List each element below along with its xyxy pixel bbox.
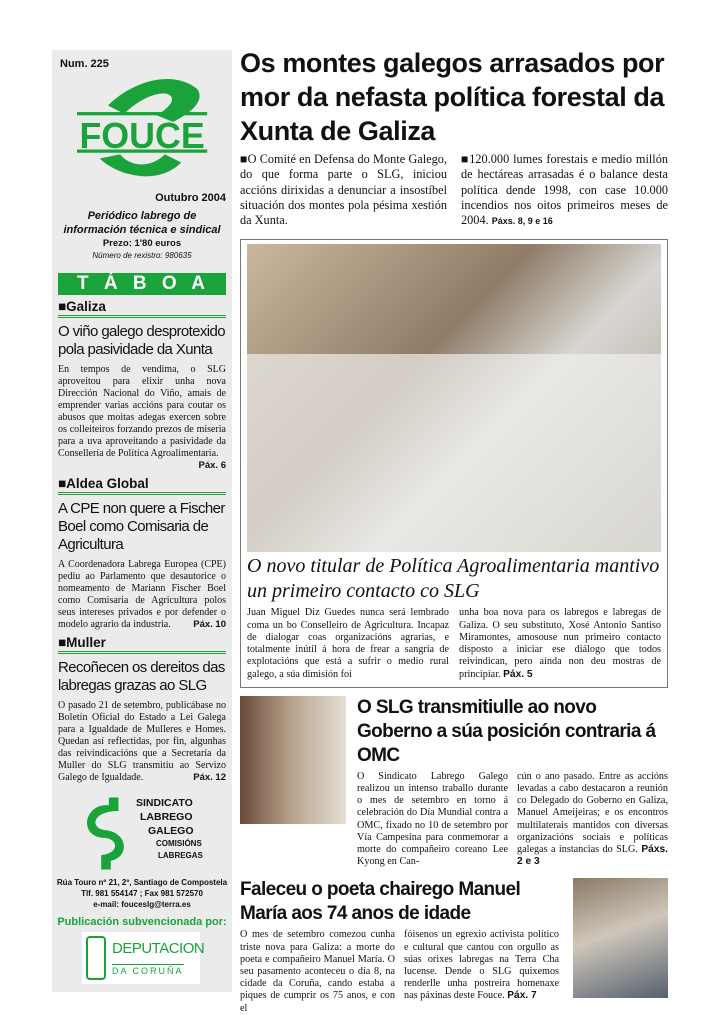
lead-column-1: ■O Comité en Defensa do Monte Galego, do que forma parte o SLG, iniciou accións dirixidas a denunciar a insostíbel situación dos montes pola pésima xestión da Xunta. <box>240 152 447 228</box>
toc-section-galiza[interactable]: ■Galiza O viño galego desprotexido pola pasividade da Xunta En tempos de vendima, o SLG aproveitou para elixir unha nova Dirección Nacional do Viño, amais de emprender varias accións para coutar os abusos que moitas adegas exercen sobre os colleiteiros forzando prezos de miseria para a uva aproveitando a pasividade da Consellería de Política Agroalimentaria. Páx. 6 <box>58 299 226 471</box>
page-ref: Páx. 12 <box>193 772 226 783</box>
obituary-column-2 <box>404 929 559 1014</box>
lead-column-2: ■120.000 lumes forestais e medio millón de hectáreas arrasadas é o balance desta política dende 1998, con case 10.000 incendios nos oitos primeiros meses de 2004. Páxs. 8, 9 e 16 <box>461 152 668 228</box>
feature-column-1: Juan Miguel Diz Guedes nunca será lembrado coma un bo Conselleiro de Agricultura. Incapaz de dialogar coas organizacións agrarias, e totalmente inútil á hora de frear a sangría de explotacións que está a sufrir o medio rural galego, a súa dimisión foi <box>247 607 449 680</box>
section-body: A Coordenadora Labrega Europea (CPE) pediu ao Parlamento que desautorice o nomeamento de Mariann Fischer Boel como Comisaria de Agricultura polos seus intereses privados e por defender o modelo agrario da industria. <box>58 559 226 630</box>
toc-sections <box>52 299 232 784</box>
fouce-logo <box>60 73 225 191</box>
tagline: Periódico labrego de información técnica e sindical <box>63 210 221 236</box>
poet-photo <box>573 878 668 998</box>
page-ref: Páx. 7 <box>507 990 537 1002</box>
main-column <box>240 46 668 1015</box>
lead-text-1: O Comité en Defensa do Monte Galego, do que forma parte o SLG, iniciou accións dirixidas a denunciar a insostíbel situación dos montes pola pésima xestión da Xunta. <box>240 152 447 228</box>
section-name: Galiza <box>66 299 106 314</box>
meeting-photo <box>247 244 661 552</box>
section-name: Aldea Global <box>66 476 149 491</box>
section-headline: O viño galego desprotexido pola pasividade da Xunta <box>58 323 226 358</box>
section-body: O pasado 21 de setembro, publicábase no Boletín Oficial do Estado a Lei Galega para a Igualdade de Mulleres e Homes. Quedan así reflectidas, por fin, algunhas das reivindicacións que a Secretaría da Muller do SLG transmitiu ao Servizo Galego de Igualdade. <box>58 700 226 783</box>
deputacion-logo <box>82 932 205 984</box>
feature-column-2 <box>459 607 661 680</box>
union-phone: Tlf. 981 554147 ; Fax 981 572570 <box>81 889 203 898</box>
omc-photo <box>240 696 346 824</box>
page-ref: Páxs. 2 e 3 <box>517 843 668 868</box>
lead-columns <box>240 152 668 229</box>
union-sub-1: COMISIÓNS <box>156 839 202 848</box>
obituary-headline[interactable]: Faleceu o poeta chairego Manuel María aos 74 anos de idade <box>240 879 521 925</box>
section-body: En tempos de vendima, o SLG aproveitou para elixir unha nova Dirección Nacional do Viño, amais de emprender varias accións para coutar os abusos que moitas adegas exercen sobre os colleiteiros forzando prezos de miseria para a uva aproveitando a pasividade da Consellería de Política Agroalimentaria. <box>58 364 226 459</box>
feature-headline[interactable]: O novo titular de Política Agroalimentaria mantivo un primeiro contacto co SLG <box>247 555 660 603</box>
section-name: Muller <box>66 635 106 650</box>
sponsor-sub: DA CORUÑA <box>112 966 184 976</box>
union-name-3: GALEGO <box>148 825 194 837</box>
omc-article <box>240 696 668 869</box>
obituary-text-2: fóisenos un egrexio activista político e cultural que cantou con orgullo as súas orixes labregas na Terra Cha lucense. Dende o SLG quixemos renderlle unha postreira homenaxe nas páxinas deste Fouce. <box>404 929 559 1002</box>
page-ref: Páx. 5 <box>503 668 533 680</box>
union-email[interactable]: e-mail: foucesIg@terra.es <box>93 900 191 909</box>
crown-emblem-icon <box>86 936 106 980</box>
feature-article <box>240 239 668 687</box>
svg-text:FOUCE: FOUCE <box>79 115 205 156</box>
union-name-1: SINDICATO <box>136 797 193 809</box>
omc-column-1: O Sindicato Labrego Galego realizou un intenso traballo durante o mes de setembro en torno á celebración do Día Mundial contra a OMC, fixado no 10 de setembro por Vía Campesina para conmemorar a morte do compañeiro coreano Lee Kyong en Can- <box>357 770 508 868</box>
union-address: Rúa Touro nº 21, 2º, Santiago de Compostela <box>56 878 228 887</box>
toc-title: T Á B O A <box>58 273 226 295</box>
omc-text-2: cún o ano pasado. Entre as accións levadas a cabo destacaron a reunión co Delegado do Goberno en Galiza, Manuel Ameijeiras; e os encontros multilaterais mantidos con diversas organizacións sociais e políticas galegas a instancias do SLG. <box>517 770 668 855</box>
issue-number: Num. 225 <box>60 58 109 70</box>
lead-text-2: 120.000 lumes forestais e medio millón de hectáreas arrasadas é o balance desta política dende 1998, con case 10.000 incendios nos oitos primeiros meses de 2004. <box>461 152 668 228</box>
registry-number: Número de rexistro: 980635 <box>92 251 192 260</box>
lead-headline[interactable]: Os montes galegos arrasados por mor da nefasta política forestal da Xunta de Galiza <box>240 48 665 146</box>
toc-section-aldea-global[interactable]: ■Aldea Global A CPE non quere a Fischer Boel como Comisaria de Agricultura A Coordenadora Labrega Europea (CPE) pediu ao Parlamento que desautorice o nomeamento de Mariann Fischer Boel como Comisaria de Agricultura polos seus intereses privados e por defender o modelo agrario da industria. Páx. 10 <box>58 476 226 630</box>
feature-text-2: unha boa nova para os labregos e labregas de Galiza. O seu substituto, Xosé Antonio Santiso Miramontes, amosouse nun primeiro contacto disposto a iniciar ese diálogo que todos reivindican, pero aínda non deu mostras de principiar. <box>459 607 661 680</box>
omc-column-2 <box>517 771 668 869</box>
obituary-article <box>240 878 668 1014</box>
section-headline: Recoñecen os dereitos das labregas grazas ao SLG <box>58 659 225 694</box>
page-ref: Páx. 10 <box>193 619 226 630</box>
page-ref: Páxs. 8, 9 e 16 <box>491 216 553 227</box>
price: Prezo: 1'80 euros <box>102 238 182 249</box>
table-of-contents <box>58 273 226 295</box>
toc-section-muller[interactable]: ■Muller Recoñecen os dereitos das labregas grazas ao SLG O pasado 21 de setembro, publicábase no Boletín Oficial do Estado a Lei Galega para a Igualdade de Mulleres e Homes. Quedan así reflectidas, por fin, algunhas das reivindicacións que a Secretaría da Muller do SLG transmitiu ao Servizo Galego de Igualdade. Páx. 12 <box>58 635 226 783</box>
union-name-2: LABREGO <box>140 811 193 823</box>
union-sub-2: LABREGAS <box>158 851 203 860</box>
section-headline: A CPE non quere a Fischer Boel como Comisaria de Agricultura <box>58 500 225 553</box>
slg-logo <box>82 796 130 871</box>
issue-date: Outubro 2004 <box>155 192 226 204</box>
sidebar <box>52 50 232 992</box>
omc-headline[interactable]: O SLG transmitiulle ao novo Goberno a súa posición contraria á OMC <box>357 696 656 766</box>
sponsor-name: DEPUTACION <box>112 940 205 957</box>
union-block <box>82 796 232 871</box>
sponsor-label: Publicación subvencionada por: <box>57 916 227 928</box>
page-ref: Páx. 6 <box>198 460 226 471</box>
obituary-column-1: O mes de setembro comezou cunha triste nova para Galiza: a morte do poeta e compañeiro Manuel María. O seu pasamento aconteceu o día 8, na cidade da Coruña, cando estaba a piques de cumprir os 75 anos, e con el <box>240 929 395 1014</box>
